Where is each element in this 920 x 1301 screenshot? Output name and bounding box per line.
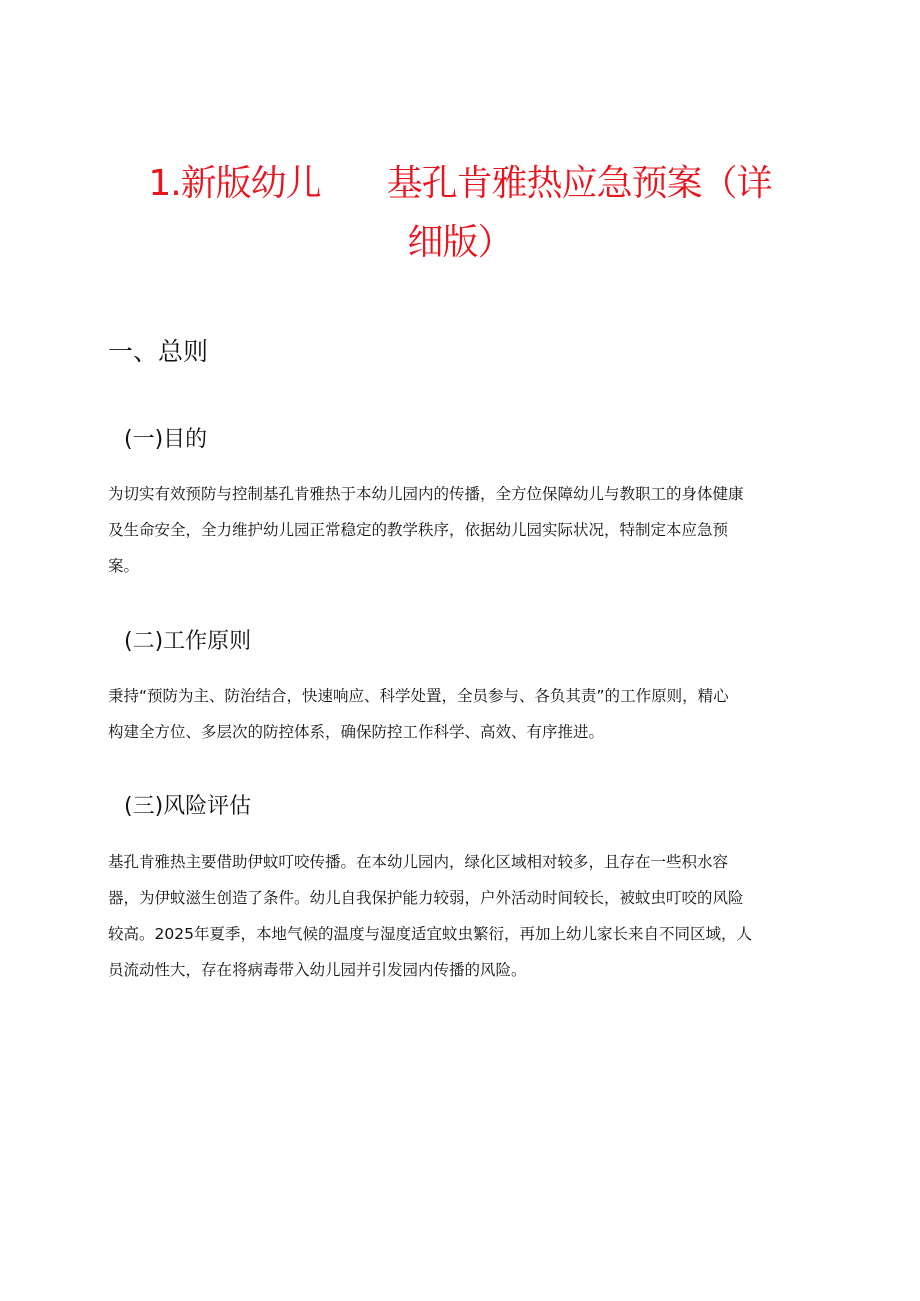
paragraph-line: 器，为伊蚊滋生创造了条件。幼儿自我保护能力较弱，户外活动时间较长，被蚊虫叮咬的风险 bbox=[108, 889, 744, 907]
paragraph-line: 员流动性大，存在将病毒带入幼儿园并引发园内传播的风险。 bbox=[108, 961, 527, 979]
paragraph-principles bbox=[108, 678, 812, 750]
subsection-heading-purpose: (一)目的 bbox=[124, 427, 208, 452]
paragraph-line: 为切实有效预防与控制基孔肯雅热于本幼儿园内的传播，全方位保障幼儿与教职工的身体健康 bbox=[108, 485, 744, 503]
paragraph-line: 构建全方位、多层次的防控体系，确保防控工作科学、高效、有序推进。 bbox=[108, 723, 605, 741]
section-heading-general: 一、总则 bbox=[108, 337, 209, 366]
subsection-heading-principles: (二)工作原则 bbox=[124, 629, 252, 654]
title-part-1: 1.新版幼儿 bbox=[148, 163, 321, 204]
paragraph-line: 秉持“预防为主、防治结合，快速响应、科学处置，全员参与、各负其责”的工作原则，精心 bbox=[108, 687, 729, 705]
title-part-2: 基孔肯雅热应急预案（详 bbox=[386, 163, 772, 204]
paragraph-line: 基孔肯雅热主要借助伊蚊叮咬传播。在本幼儿园内，绿化区域相对较多，且存在一些积水容 bbox=[108, 853, 729, 871]
paragraph-line: 案。 bbox=[108, 557, 140, 575]
paragraph-line: 及生命安全，全力维护幼儿园正常稳定的教学秩序，依据幼儿园实际状况，特制定本应急预 bbox=[108, 521, 729, 539]
paragraph-purpose bbox=[108, 476, 812, 584]
paragraph-line: 较高。2025年夏季，本地气候的温度与湿度适宜蚊虫繁衍，再加上幼儿家长来自不同区域，人 bbox=[108, 925, 752, 943]
paragraph-risk bbox=[108, 844, 812, 988]
document-title-line-2: 细版） bbox=[407, 222, 513, 263]
document-title-line-1 bbox=[0, 157, 920, 211]
subsection-heading-risk: (三)风险评估 bbox=[124, 794, 252, 819]
